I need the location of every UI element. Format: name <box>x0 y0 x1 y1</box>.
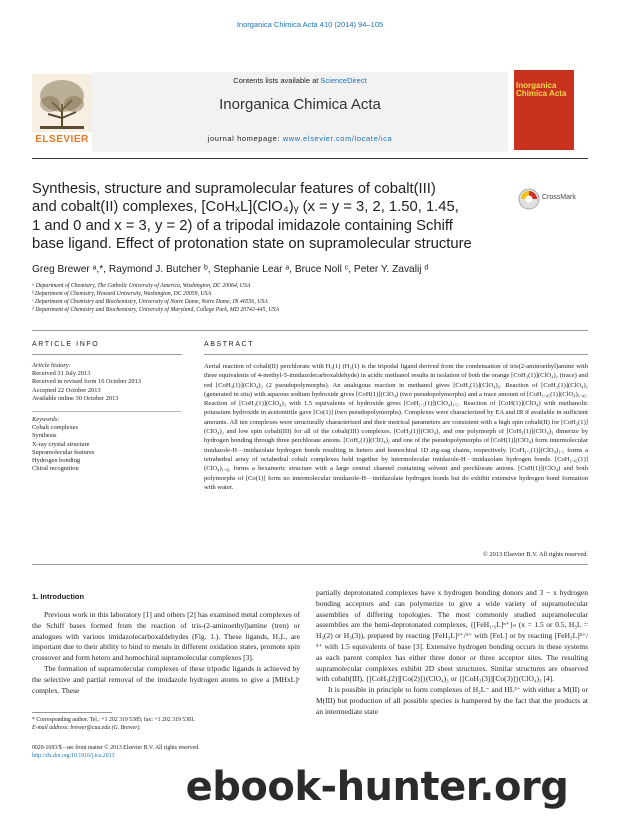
affiliation: ᶜ Department of Chemistry and Biochemistry, University of Notre Dame, Notre Dame, IN 46556, USA <box>32 299 268 305</box>
keywords-label: Keywords: <box>32 416 60 424</box>
abstract-heading: ABSTRACT <box>204 341 255 348</box>
history-item: Received 31 July 2013 <box>32 370 91 378</box>
contents-prefix: Contents lists available at <box>233 76 319 85</box>
keyword: Supramolecular features <box>32 448 95 456</box>
article-info <box>32 362 182 473</box>
crossmark-badge[interactable] <box>518 186 588 214</box>
doi-link[interactable]: http://dx.doi.org/10.1016/j.ica.2013 <box>32 753 115 759</box>
abstract-text: Aerial reaction of cobalt(II) perchlorate with H₃(1) (H₃(1) is the tripodal ligand derived from the condensation of tris(2-aminoethyl)amine with three equivalents of 4-methyl-5-imidazolecarboxaldehyde) in acidic methanol results in isolation of both the orange [CoH₃(1)](ClO₄)₂ (trace) and red [CoH₃(1)](ClO₄)₃ (2 pseudopolymorphs). An analogous reaction in methanol gives [CoH₂(1)](ClO₄)₂. Reaction of [CoH₂(1)](ClO₄)₂ (generated in situ) with aqueous sodium hydroxide gives [CoH(1)](ClO₄) (two pseudopolymorphs) and a trace amount of [CoH₁.₄₅(1)](ClO₄)₁.₄₅. Reaction of [CoH₃(1)](ClO₄)₃ with 1.5 equivalents of hydroxide gives [CoH₁.₅(1)](ClO₄)₁.₅. Reaction of [CoH(1)](ClO₄) with methanolic potassium hydroxide in acetonitrile gave [Co(1)] (two pseudopolymorphs). Complexes were characterized by EA and IR if available in sufficient amounts. All ten complexes were structurally characterized and their metrical parameters are consistent with a high spin cobalt(II) for [CoH₃(1)](ClO₄)₂ and low spin cobalt(III) for all of the cobalt(III) complexes. [CoH₃(1)](ClO₄)₂ and one polymorph of [CoH₃(1)](ClO₄)₃ dimerize by hydrogen bonding through three perchlorate anions. [CoH₂(1)](ClO₄)₂ and one of the pseudopolymorphs of [CoH(1)](ClO₄) form intermolecular imidazole-H···imidazolate hydrogen bonds resulting in hetero and homochiral 1D zig-zag chains, respectively. [CoH₁.₅(1)](ClO₄)₁.₅ forms a tetrahedral array of octahedral cobalt complexes held together by intermolecular imidazole-H···imidazolate hydrogen bonds. [CoH₁.₄₅(1)](ClO₄)₁.₄₅ forms a hexameric structure with a large central channel containing solvent and perchlorate anions. [CoH(1)](ClO₄) and both polymorphs of [Co(1)] form no intermolecular imidazole-H···imidazolate hydrogen bonds but do exhibit extensive hydrogen bond formation with water. <box>204 363 588 491</box>
body-paragraph: The formation of supramolecular complexes of these tripodic ligands is achieved by the selective and partial removal of the imidazole hydrogen atoms to give a [MHxL]ʸ complex. These <box>32 663 300 695</box>
homepage-link[interactable]: www.elsevier.com/locate/ica <box>282 134 393 143</box>
body-right-column <box>316 588 588 718</box>
title-line: 1 and 0 and x = 3, y = 2) of a tripodal imidazole containing Schiff <box>32 217 453 234</box>
affiliation-rule <box>32 330 588 331</box>
affiliation: ᵈ Department of Chemistry and Biochemistry, University of Maryland, College Park, MD 20742-445, USA <box>32 307 280 313</box>
body-paragraph: Previous work in this laboratory [1] and others [2] has examined metal complexes of the Schiff bases formed from the reaction of tris-(2-aminoethyl)amine (tren) or analogues with various imidazolecarboxaldehydes (Fig. 1.). These ligands, H₃L, are important due to their ability to bind to metals in different oxidation states, promote spin crossover and form hetero and homochiral supramolecular complexes [3]. <box>32 610 300 663</box>
section-heading: 1. Introduction <box>32 592 85 601</box>
author-list: Greg Brewer ᵃ,*, Raymond J. Butcher ᵇ, Stephanie Lear ᵃ, Bruce Noll ᶜ, Peter Y. Zavalij ᵈ <box>32 264 429 275</box>
title-line: Synthesis, structure and supramolecular features of cobalt(III) <box>32 181 436 197</box>
keyword: Synthesis <box>32 432 57 440</box>
affiliation: ᵃ Department of Chemistry, The Catholic University of America, Washington, DC 20064, USA <box>32 283 251 289</box>
abstract-rule <box>204 354 588 355</box>
cover-title-line-2: Chimica Acta <box>516 89 567 98</box>
history-item: Received in revised form 16 October 2013 <box>32 378 141 386</box>
crossmark-icon <box>518 188 540 210</box>
article-info-heading: ARTICLE INFO <box>32 341 100 348</box>
footnote-email: E-mail address: brewer@cua.edu (G. Brewer). <box>32 725 141 731</box>
affiliation: ᵇ Department of Chemistry, Howard University, Washington, DC 20059, USA <box>32 291 212 297</box>
journal-title: Inorganica Chimica Acta <box>219 96 381 113</box>
footnotes <box>32 716 300 732</box>
article-title <box>32 180 512 254</box>
publisher-name: ELSEVIER <box>35 134 89 145</box>
history-label: Article history: <box>32 362 71 369</box>
cover-title <box>516 82 572 98</box>
issn-line: 0020-1693/$ - see front matter © 2013 Elsevier B.V. All rights reserved. <box>32 745 200 751</box>
history-item: Available online 30 October 2013 <box>32 394 119 402</box>
footnote-rule <box>32 712 112 713</box>
title-line: and cobalt(II) complexes, [CoHₓL](ClO₄)ᵧ (x = y = 3, 2, 1.50, 1.45, <box>32 199 459 216</box>
keyword: Hydrogen bonding <box>32 457 81 465</box>
keyword: X-ray crystal structure <box>32 440 90 448</box>
journal-reference[interactable]: Inorganica Chimica Acta 410 (2014) 94–105 <box>236 20 384 29</box>
title-line: base ligand. Effect of protonation state on supramolecular structure <box>32 236 472 253</box>
header-rule <box>32 158 588 159</box>
sciencedirect-link[interactable]: ScienceDirect <box>320 76 367 85</box>
keyword: Chiral recognition <box>32 465 79 473</box>
journal-homepage <box>92 134 508 143</box>
contents-line <box>92 76 508 85</box>
info-divider <box>32 411 182 412</box>
body-paragraph: partially deprotonated complexes have x hydrogen bonding donors and 3 − x hydrogen bonding acceptors and can polymerize to give a wide variety of supramolecular assemblies of differing topologies. The most commonly studied supramolecular assemblies are the hemi-deprotonated complexes, {[FeH₁.₅L]ⁿ⁺}ₙ (x = 1.5 or 0.5, H₃L = H₃(2) or H₃(3)), prepared by reacting [FeH₃L]²⁺/³⁺ with [FeL] or by reacting [FeH₃L]²⁺/³⁺ with 1.5 equivalents of base [3]. Extensive hydrogen bonding occurs in these systems as each parent complex has either three donor or three acceptor sites. The resulting supramolecular complexes exhibit 2D sheet structures. Similar structures are observed with cobalt(III), {[CoH₃(2)][Co(2)]}(ClO₄)₃ or {[CoH₃(3)][Co(3)]}(ClO₄)₃ [4]. <box>316 588 588 684</box>
watermark-text: ebook-hunter.org <box>185 764 569 810</box>
footnote-corresponding: * Corresponding author. Tel.: +1 202 319 5385; fax: +1 202 319 5381. <box>32 717 196 723</box>
front-matter-footer <box>32 744 300 760</box>
history-item: Accepted 22 October 2013 <box>32 386 101 394</box>
abstract-bottom-rule <box>32 564 588 565</box>
keyword: Cobalt complexes <box>32 424 78 432</box>
cover-title-line-1: Inorganica <box>516 81 557 90</box>
info-rule <box>32 354 182 355</box>
copyright: © 2013 Elsevier B.V. All rights reserved. <box>482 551 588 558</box>
body-left-column <box>32 610 300 696</box>
homepage-prefix: journal homepage: <box>207 134 283 143</box>
body-paragraph: It is possible in principle to form complexes of H₂L⁻ and HL²⁻ with either a M(II) or M(III) but production of all possible species is hampered by the fact that the products at an intermediate state <box>316 685 588 716</box>
crossmark-label: CrossMark <box>542 194 576 201</box>
